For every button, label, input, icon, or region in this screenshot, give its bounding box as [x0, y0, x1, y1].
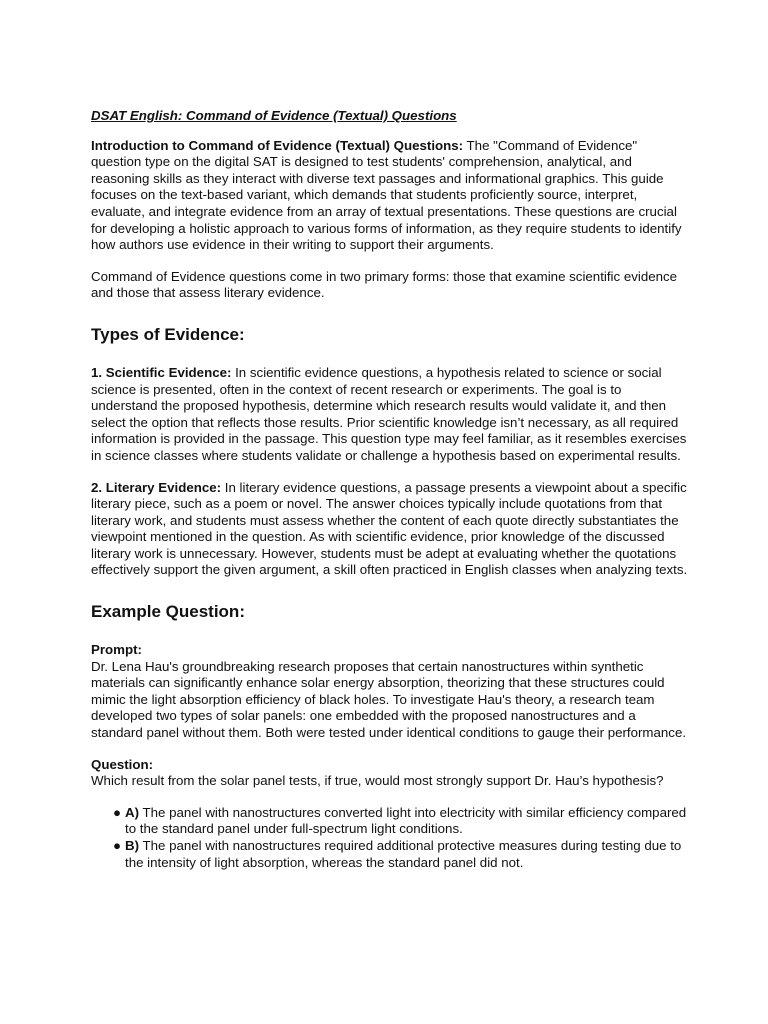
document-title: DSAT English: Command of Evidence (Textual) Questions [91, 108, 457, 123]
question-text: Which result from the solar panel tests, if true, would most strongly support Dr. Hau’s hypothesis? [91, 773, 664, 789]
document-content [91, 108, 691, 871]
list-item [91, 805, 691, 838]
question-paragraph [91, 757, 691, 790]
scientific-text: In scientific evidence questions, a hypothesis related to science or social science is presented, often in the context of recent research or experiments. The goal is to understand the proposed hypothesis, determine which research results would validate it, and then select the option that reflects those results. Prior scientific knowledge isn’t necessary, as all required information is provided in the passage. This question type may feel familiar, as it resembles exercises in science classes where students validate or challenge a hypothesis based on experimental results. [91, 364, 687, 463]
forms-paragraph: Command of Evidence questions come in two primary forms: those that examine scientific evidence and those that assess literary evidence. [91, 268, 678, 301]
list-item [91, 838, 691, 871]
literary-label: 2. Literary Evidence: [91, 479, 222, 495]
literary-text: In literary evidence questions, a passage presents a viewpoint about a specific literary piece, such as a poem or novel. The answer choices typically include quotations from that literary work, and students must assess whether the content of each quote directly substantiates the viewpoint mentioned in the question. As with scientific evidence, prior knowledge of the discussed literary work is unnecessary. However, students must be adept at evaluating whether the quotations effectively support the given argument, a skill often practiced in English classes when analyzing texts. [91, 479, 688, 578]
intro-label: Introduction to Command of Evidence (Textual) Questions: [91, 137, 464, 153]
prompt-text: Dr. Lena Hau's groundbreaking research proposes that certain nanostructures within synthetic materials can significantly enhance solar energy absorption, theorizing that these structures could mimic the light absorption efficiency of black holes. To investigate Hau's theory, a research team developed two types of solar panels: one embedded with the proposed nanostructures and a standard panel without them. Both were tested under identical conditions to gauge their performance. [91, 658, 687, 741]
intro-text: The "Command of Evidence" question type on the digital SAT is designed to test students' comprehension, analytical, and reasoning skills as they interact with diverse text passages and informational graphics. This guide focuses on the text-based variant, which demands that students proficiently source, interpret, evaluate, and integrate evidence from an array of textual presentations. These questions are crucial for developing a holistic approach to various forms of information, as they require students to identify how authors use evidence in their writing to support their arguments. [91, 137, 682, 253]
option-text: The panel with nanostructures required additional protective measures during testing due to the intensity of light absorption, whereas the standard panel did not. [125, 838, 682, 870]
question-label: Question: [91, 756, 154, 772]
scientific-label: 1. Scientific Evidence: [91, 364, 232, 380]
intro-paragraph [91, 138, 691, 254]
prompt-label: Prompt: [91, 642, 142, 658]
bullet-icon: ● [113, 838, 122, 853]
option-letter: B) [125, 838, 140, 853]
types-heading: Types of Evidence: [91, 324, 245, 344]
literary-paragraph [91, 480, 691, 580]
prompt-paragraph [91, 642, 691, 742]
scientific-paragraph [91, 365, 691, 465]
answer-options-list [91, 805, 691, 871]
option-text: The panel with nanostructures converted light into electricity with similar efficiency compared to the standard panel under full-spectrum light conditions. [125, 804, 687, 837]
option-letter: A) [125, 804, 140, 820]
bullet-icon: ● [113, 804, 122, 820]
example-heading: Example Question: [91, 602, 245, 622]
